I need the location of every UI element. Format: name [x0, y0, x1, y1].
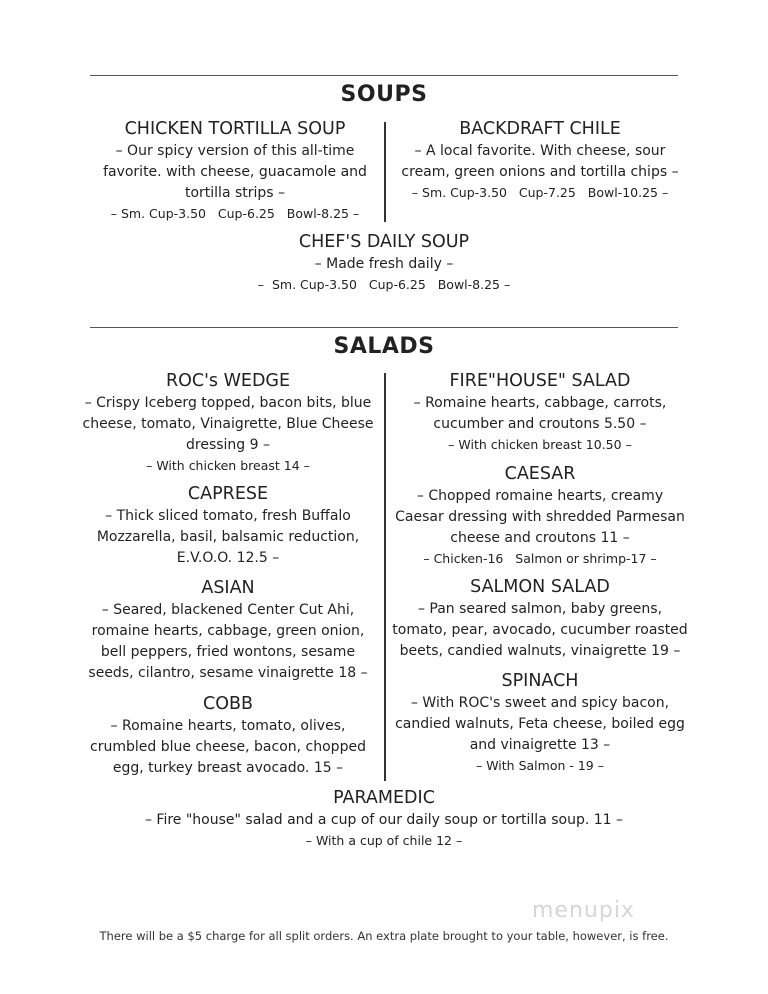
item-desc: cheese, tomato, Vinaigrette, Blue Cheese — [82, 416, 374, 432]
item-extra: – With Salmon - 19 – — [476, 758, 604, 773]
item-desc: – Fire "house" salad and a cup of our daily soup or tortilla soup. 11 – — [144, 812, 624, 828]
item-name: CAESAR — [504, 464, 576, 484]
item-desc: – Thick sliced tomato, fresh Buffalo — [105, 508, 351, 524]
item-desc: beets, candied walnuts, vinaigrette 19 – — [399, 643, 681, 659]
item-desc: – Made fresh daily – — [314, 256, 454, 272]
item-desc: cream, green onions and tortilla chips – — [401, 164, 679, 180]
menupix-watermark: menupix — [532, 898, 635, 923]
item-desc: cheese and croutons 11 – — [450, 530, 630, 546]
item-desc: – Chopped romaine hearts, creamy — [416, 488, 664, 504]
item-price: – Sm. Cup-3.50 Cup-6.25 Bowl-8.25 – — [110, 206, 360, 221]
split-order-footer: There will be a $5 charge for all split orders. An extra plate brought to your table, however, is free. — [99, 929, 669, 943]
item-desc: – Seared, blackened Center Cut Ahi, — [101, 602, 355, 618]
soups-top-rule — [90, 75, 678, 76]
item-price: – Sm. Cup-3.50 Cup-7.25 Bowl-10.25 – — [411, 185, 669, 200]
soups-divider — [384, 122, 386, 222]
item-name: CHEF'S DAILY SOUP — [298, 232, 470, 252]
item-desc: cucumber and croutons 5.50 – — [433, 416, 647, 432]
item-desc: Mozzarella, basil, balsamic reduction, — [96, 529, 360, 545]
caprese — [80, 482, 376, 569]
salads-top-rule — [90, 327, 678, 328]
item-extra: – With chicken breast 10.50 – — [448, 437, 632, 452]
salads-divider — [384, 373, 386, 781]
item-extra: – With chicken breast 14 – — [146, 458, 310, 473]
firehouse-salad — [392, 369, 688, 454]
item-desc: romaine hearts, cabbage, green onion, — [91, 623, 365, 639]
item-price: – Sm. Cup-3.50 Cup-6.25 Bowl-8.25 – — [257, 277, 511, 292]
item-extra: – With a cup of chile 12 – — [305, 833, 463, 848]
item-desc: tortilla strips – — [184, 185, 286, 201]
salads-heading: SALADS — [333, 334, 435, 359]
item-desc: tomato, pear, avocado, cucumber roasted — [392, 622, 688, 638]
chefs-daily-soup — [0, 230, 768, 294]
soups-heading: SOUPS — [340, 82, 428, 107]
item-name: ASIAN — [201, 578, 255, 598]
item-desc: bell peppers, fried wontons, sesame — [100, 644, 356, 660]
item-desc: crumbled blue cheese, bacon, chopped — [90, 739, 366, 755]
item-name: COBB — [202, 694, 253, 714]
item-desc: dressing 9 – — [186, 437, 270, 453]
item-name: PARAMEDIC — [333, 788, 435, 808]
item-desc: favorite. with cheese, guacamole and — [103, 164, 367, 180]
item-desc: candied walnuts, Feta cheese, boiled egg — [395, 716, 685, 732]
item-desc: – Crispy Iceberg topped, bacon bits, blue — [84, 395, 372, 411]
chicken-tortilla-soup — [90, 117, 380, 223]
item-name: SPINACH — [501, 671, 579, 691]
spinach — [392, 669, 688, 775]
item-desc: – Pan seared salmon, baby greens, — [417, 601, 663, 617]
item-name: BACKDRAFT CHILE — [459, 119, 621, 139]
item-name: CAPRESE — [187, 484, 269, 504]
item-name: ROC's WEDGE — [165, 371, 291, 391]
item-desc: – Our spicy version of this all-time — [115, 143, 355, 159]
item-desc: – A local favorite. With cheese, sour — [414, 143, 666, 159]
item-desc: – Romaine hearts, tomato, olives, — [110, 718, 346, 734]
item-desc: Caesar dressing with shredded Parmesan — [395, 509, 685, 525]
item-extra: – Chicken-16 Salmon or shrimp-17 – — [423, 551, 657, 566]
item-desc: seeds, cilantro, sesame vinaigrette 18 – — [88, 665, 368, 681]
cobb — [80, 692, 376, 779]
rocs-wedge — [80, 369, 376, 475]
item-desc: and vinaigrette 13 – — [469, 737, 611, 753]
item-name: SALMON SALAD — [470, 577, 610, 597]
paramedic — [0, 786, 768, 850]
salmon-salad — [392, 575, 688, 662]
item-name: CHICKEN TORTILLA SOUP — [124, 119, 346, 139]
item-desc: E.V.O.O. 12.5 – — [176, 550, 280, 566]
item-desc: egg, turkey breast avocado. 15 – — [112, 760, 344, 776]
backdraft-chile — [392, 117, 688, 202]
asian — [80, 576, 376, 684]
caesar — [392, 462, 688, 568]
item-desc: – Romaine hearts, cabbage, carrots, — [413, 395, 667, 411]
item-desc: – With ROC's sweet and spicy bacon, — [410, 695, 670, 711]
item-name: FIRE"HOUSE" SALAD — [449, 371, 631, 391]
